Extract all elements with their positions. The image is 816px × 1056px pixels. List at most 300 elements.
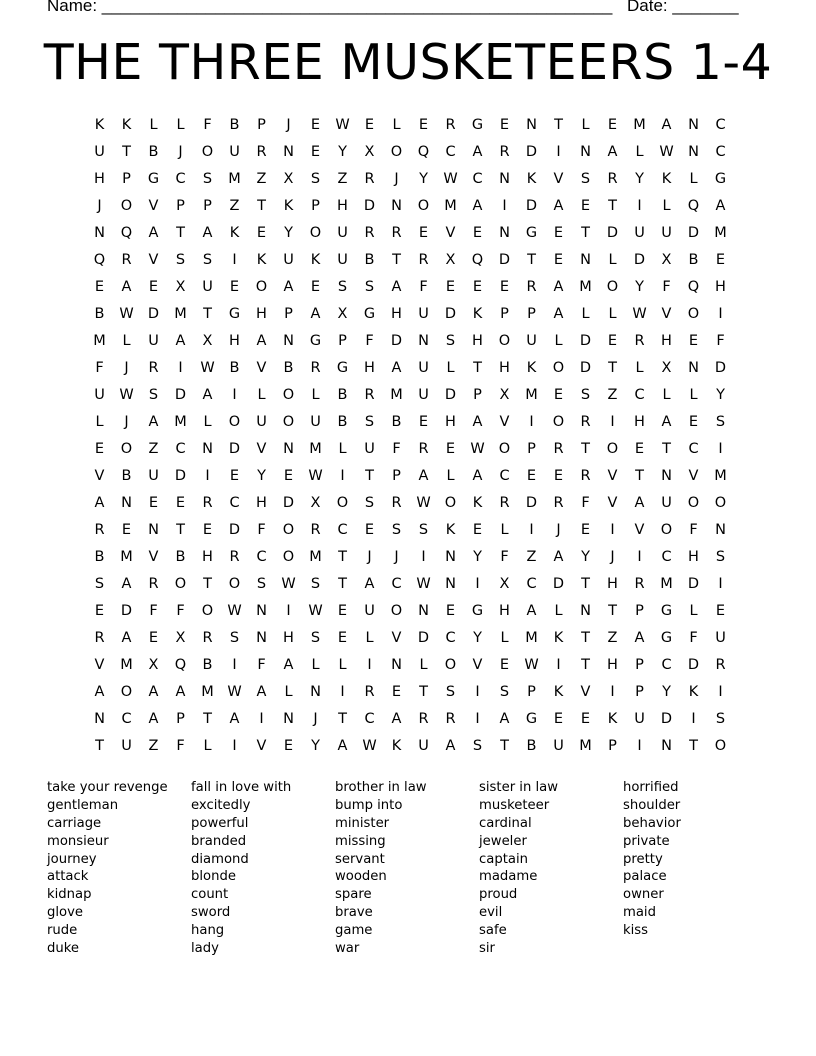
grid-letter: R <box>553 441 564 457</box>
grid-letter: H <box>715 279 726 295</box>
grid-letter: A <box>391 711 402 727</box>
grid-letter: P <box>635 684 644 700</box>
grid-letter: I <box>232 252 237 268</box>
grid-letter: C <box>364 711 375 727</box>
grid-letter: N <box>715 522 726 538</box>
grid-letter: I <box>475 684 480 700</box>
grid-letter: V <box>607 468 618 484</box>
grid-letter: F <box>662 279 671 295</box>
grid-letter: A <box>94 684 105 700</box>
grid-letter: A <box>391 360 402 376</box>
grid-letter: E <box>148 495 159 511</box>
grid-letter: M <box>120 549 133 565</box>
grid-letter: E <box>607 117 618 133</box>
grid-letter: J <box>394 171 399 187</box>
grid-letter: N <box>121 495 132 511</box>
grid-letter: E <box>256 225 267 241</box>
grid-letter: N <box>580 252 591 268</box>
grid-letter: Z <box>148 441 159 457</box>
grid-letter: S <box>337 279 348 295</box>
grid-letter: A <box>283 657 294 673</box>
grid-letter: P <box>284 306 293 322</box>
grid-letter: M <box>174 306 187 322</box>
grid-letter: K <box>553 630 564 646</box>
grid-letter: N <box>283 441 294 457</box>
grid-letter: I <box>718 306 723 322</box>
grid-letter: A <box>553 198 564 214</box>
grid-letter: U <box>553 738 564 754</box>
grid-letter: N <box>445 549 456 565</box>
grid-letter: G <box>660 603 673 619</box>
grid-letter: G <box>363 306 376 322</box>
grid-letter: E <box>310 117 321 133</box>
grid-letter: V <box>391 630 402 646</box>
grid-letter: E <box>499 279 510 295</box>
grid-letter: D <box>606 225 619 241</box>
date-field-label: Date: _______ <box>627 0 739 15</box>
grid-letter: B <box>337 387 348 403</box>
grid-letter: L <box>635 360 644 376</box>
grid-letter: T <box>365 468 374 484</box>
word-bank-item: kiss <box>623 923 649 939</box>
grid-letter: G <box>525 711 538 727</box>
grid-letter: I <box>691 711 696 727</box>
grid-letter: I <box>556 657 561 673</box>
grid-letter: G <box>525 225 538 241</box>
grid-letter: Q <box>417 144 430 160</box>
grid-letter: E <box>472 279 483 295</box>
grid-letter: W <box>524 657 539 673</box>
grid-letter: A <box>553 279 564 295</box>
grid-letter: N <box>661 468 672 484</box>
grid-letter: T <box>500 738 509 754</box>
grid-letter: T <box>176 522 185 538</box>
grid-letter: B <box>121 468 132 484</box>
grid-letter: F <box>689 630 698 646</box>
grid-letter: F <box>365 333 374 349</box>
grid-letter: A <box>256 684 267 700</box>
word-bank-item: branded <box>191 833 247 849</box>
grid-letter: I <box>286 603 291 619</box>
grid-letter: A <box>715 198 726 214</box>
grid-letter: I <box>529 414 534 430</box>
grid-letter: X <box>283 171 294 187</box>
grid-letter: I <box>718 684 723 700</box>
word-bank-item: lady <box>191 941 219 957</box>
grid-letter: U <box>94 144 105 160</box>
grid-letter: O <box>174 576 187 592</box>
grid-letter: U <box>202 279 213 295</box>
grid-letter: E <box>418 414 429 430</box>
word-bank-item: sister in law <box>479 780 559 795</box>
grid-letter: P <box>203 198 212 214</box>
grid-letter: S <box>580 387 591 403</box>
grid-row <box>86 222 734 249</box>
grid-letter: A <box>175 684 186 700</box>
grid-letter: Z <box>148 738 159 754</box>
grid-row <box>86 546 734 573</box>
word-bank-item: missing <box>335 833 386 849</box>
grid-letter: L <box>338 441 347 457</box>
grid-letter: J <box>556 522 561 538</box>
grid-letter: G <box>471 603 484 619</box>
grid-letter: N <box>688 144 699 160</box>
grid-letter: S <box>364 414 375 430</box>
grid-letter: R <box>418 441 429 457</box>
grid-letter: S <box>445 684 456 700</box>
word-bank-item: proud <box>479 887 518 903</box>
grid-letter: K <box>472 495 483 511</box>
grid-letter: Y <box>716 387 725 403</box>
grid-letter: Z <box>337 171 348 187</box>
grid-letter: H <box>256 495 267 511</box>
grid-letter: M <box>174 414 187 430</box>
grid-row <box>86 195 734 222</box>
word-bank-item: cardinal <box>479 815 532 831</box>
grid-letter: E <box>553 252 564 268</box>
word-bank-item: safe <box>479 923 507 939</box>
grid-letter: P <box>311 198 320 214</box>
word-bank-item: attack <box>47 869 89 885</box>
grid-letter: E <box>499 657 510 673</box>
grid-letter: L <box>500 522 509 538</box>
grid-letter: E <box>715 603 726 619</box>
grid-letter: I <box>610 684 615 700</box>
grid-letter: G <box>147 171 160 187</box>
grid-letter: S <box>445 333 456 349</box>
grid-letter: H <box>472 333 483 349</box>
grid-letter: R <box>94 522 105 538</box>
grid-row <box>86 168 734 195</box>
grid-letter: Q <box>93 252 106 268</box>
grid-letter: W <box>308 603 323 619</box>
grid-letter: I <box>340 684 345 700</box>
grid-letter: X <box>499 387 510 403</box>
grid-letter: E <box>607 333 618 349</box>
grid-letter: L <box>203 738 212 754</box>
grid-letter: R <box>391 495 402 511</box>
word-bank-item: count <box>191 887 229 903</box>
word-bank-item: journey <box>47 851 97 867</box>
grid-letter: Y <box>257 468 266 484</box>
grid-letter: E <box>553 468 564 484</box>
grid-letter: S <box>310 576 321 592</box>
grid-letter: N <box>283 711 294 727</box>
grid-letter: F <box>203 117 212 133</box>
grid-letter: G <box>228 306 241 322</box>
grid-letter: N <box>526 117 537 133</box>
grid-letter: I <box>610 414 615 430</box>
grid-letter: X <box>310 495 321 511</box>
grid-letter: W <box>281 576 296 592</box>
grid-letter: X <box>175 630 186 646</box>
grid-letter: O <box>228 414 241 430</box>
grid-letter: I <box>475 576 480 592</box>
grid-letter: E <box>310 279 321 295</box>
word-bank-item: sword <box>191 905 231 921</box>
grid-letter: T <box>203 576 212 592</box>
grid-row <box>86 519 734 546</box>
grid-letter: X <box>445 252 456 268</box>
grid-letter: Y <box>338 144 347 160</box>
grid-letter: R <box>310 360 321 376</box>
grid-letter: C <box>634 387 645 403</box>
grid-letter: E <box>94 603 105 619</box>
grid-letter: B <box>688 252 699 268</box>
grid-letter: L <box>446 468 455 484</box>
grid-letter: D <box>174 468 187 484</box>
grid-letter: K <box>607 711 618 727</box>
grid-letter: W <box>227 684 242 700</box>
grid-letter: C <box>229 495 240 511</box>
grid-letter: H <box>337 198 348 214</box>
grid-letter: U <box>715 630 726 646</box>
grid-letter: U <box>418 738 429 754</box>
grid-letter: T <box>176 225 185 241</box>
grid-letter: D <box>687 576 700 592</box>
word-bank-item: spare <box>335 887 372 903</box>
grid-row <box>86 249 734 276</box>
grid-letter: M <box>201 684 214 700</box>
grid-letter: V <box>148 198 159 214</box>
grid-letter: H <box>364 360 375 376</box>
grid-letter: D <box>525 198 538 214</box>
grid-letter: E <box>526 468 537 484</box>
grid-letter: S <box>391 522 402 538</box>
grid-letter: M <box>525 630 538 646</box>
grid-letter: C <box>715 144 726 160</box>
grid-letter: A <box>553 306 564 322</box>
grid-letter: O <box>444 657 457 673</box>
grid-letter: N <box>283 333 294 349</box>
word-bank-item: carriage <box>47 815 102 831</box>
grid-letter: I <box>502 198 507 214</box>
grid-letter: E <box>445 441 456 457</box>
grid-letter: Z <box>607 630 618 646</box>
grid-letter: V <box>94 468 105 484</box>
grid-letter: H <box>229 333 240 349</box>
grid-row <box>86 600 734 627</box>
grid-letter: R <box>445 711 456 727</box>
grid-letter: F <box>257 657 266 673</box>
word-bank-item: excitedly <box>191 797 251 813</box>
grid-letter: R <box>148 360 159 376</box>
grid-letter: U <box>364 441 375 457</box>
grid-letter: L <box>689 171 698 187</box>
grid-letter: R <box>634 576 645 592</box>
grid-letter: T <box>581 441 590 457</box>
grid-letter: T <box>581 657 590 673</box>
grid-letter: E <box>391 684 402 700</box>
grid-letter: L <box>608 252 617 268</box>
grid-letter: M <box>714 468 727 484</box>
grid-letter: C <box>715 117 726 133</box>
grid-letter: M <box>390 387 403 403</box>
grid-letter: R <box>364 387 375 403</box>
grid-letter: V <box>607 495 618 511</box>
grid-letter: D <box>390 333 403 349</box>
grid-letter: L <box>257 387 266 403</box>
grid-letter: M <box>309 549 322 565</box>
grid-letter: H <box>634 414 645 430</box>
grid-letter: O <box>255 279 268 295</box>
grid-letter: E <box>580 711 591 727</box>
grid-letter: K <box>256 252 267 268</box>
grid-letter: M <box>660 576 673 592</box>
grid-letter: T <box>203 306 212 322</box>
grid-letter: O <box>120 441 133 457</box>
grid-letter: I <box>178 360 183 376</box>
grid-letter: S <box>499 684 510 700</box>
grid-letter: R <box>121 252 132 268</box>
grid-letter: A <box>148 225 159 241</box>
grid-letter: U <box>526 333 537 349</box>
grid-letter: H <box>256 306 267 322</box>
grid-letter: N <box>499 171 510 187</box>
word-bank <box>47 779 767 958</box>
grid-letter: L <box>554 603 563 619</box>
grid-letter: S <box>580 171 591 187</box>
grid-letter: A <box>445 738 456 754</box>
grid-letter: O <box>120 684 133 700</box>
grid-letter: O <box>714 738 727 754</box>
grid-letter: L <box>689 603 698 619</box>
grid-letter: F <box>176 603 185 619</box>
grid-letter: L <box>338 657 347 673</box>
grid-letter: L <box>446 360 455 376</box>
grid-letter: U <box>94 387 105 403</box>
grid-letter: P <box>527 306 536 322</box>
grid-letter: N <box>418 333 429 349</box>
word-bank-item: minister <box>335 815 390 831</box>
grid-letter: G <box>309 333 322 349</box>
grid-letter: L <box>689 387 698 403</box>
grid-letter: E <box>580 522 591 538</box>
grid-letter: E <box>580 198 591 214</box>
grid-letter: P <box>392 468 401 484</box>
grid-row <box>86 735 734 762</box>
grid-letter: B <box>391 414 402 430</box>
grid-letter: N <box>445 576 456 592</box>
grid-letter: F <box>95 360 104 376</box>
grid-letter: A <box>283 279 294 295</box>
page-title: THE THREE MUSKETEERS 1-4 <box>43 34 773 91</box>
grid-letter: X <box>148 657 159 673</box>
grid-letter: D <box>363 198 376 214</box>
grid-letter: O <box>282 387 295 403</box>
grid-letter: T <box>338 711 347 727</box>
grid-letter: S <box>364 495 375 511</box>
grid-letter: R <box>148 576 159 592</box>
grid-row <box>86 573 734 600</box>
grid-letter: G <box>660 630 673 646</box>
grid-letter: D <box>120 603 133 619</box>
grid-letter: C <box>391 576 402 592</box>
grid-letter: D <box>633 252 646 268</box>
grid-letter: F <box>716 333 725 349</box>
grid-letter: A <box>256 333 267 349</box>
grid-letter: W <box>200 360 215 376</box>
grid-letter: J <box>178 144 183 160</box>
grid-letter: P <box>527 684 536 700</box>
word-bank-item: owner <box>623 887 664 903</box>
grid-letter: O <box>390 144 403 160</box>
grid-letter: K <box>553 684 564 700</box>
grid-letter: M <box>579 279 592 295</box>
grid-letter: K <box>661 171 672 187</box>
grid-letter: E <box>202 522 213 538</box>
grid-letter: U <box>634 225 645 241</box>
grid-letter: N <box>580 603 591 619</box>
grid-letter: N <box>580 144 591 160</box>
grid-letter: B <box>229 117 240 133</box>
word-bank-item: brother in law <box>335 780 427 795</box>
grid-letter: F <box>500 549 509 565</box>
grid-letter: S <box>715 711 726 727</box>
grid-letter: B <box>283 360 294 376</box>
grid-letter: E <box>283 468 294 484</box>
grid-letter: C <box>688 441 699 457</box>
grid-letter: W <box>632 306 647 322</box>
grid-letter: P <box>500 306 509 322</box>
grid-letter: I <box>340 468 345 484</box>
grid-letter: T <box>527 252 536 268</box>
grid-letter: H <box>499 603 510 619</box>
grid-letter: E <box>364 522 375 538</box>
grid-letter: E <box>121 522 132 538</box>
grid-letter: B <box>148 144 159 160</box>
grid-letter: D <box>444 306 457 322</box>
grid-letter: K <box>229 225 240 241</box>
grid-letter: R <box>364 171 375 187</box>
grid-letter: P <box>176 711 185 727</box>
grid-letter: O <box>282 549 295 565</box>
grid-letter: S <box>148 387 159 403</box>
grid-letter: T <box>581 225 590 241</box>
grid-letter: A <box>661 117 672 133</box>
word-bank-item: hang <box>191 923 225 939</box>
grid-letter: I <box>367 657 372 673</box>
grid-letter: N <box>661 738 672 754</box>
grid-letter: I <box>637 198 642 214</box>
grid-letter: D <box>579 333 592 349</box>
grid-letter: A <box>121 630 132 646</box>
grid-letter: A <box>202 387 213 403</box>
grid-letter: C <box>499 468 510 484</box>
grid-letter: S <box>472 738 483 754</box>
grid-letter: L <box>176 117 185 133</box>
grid-letter: U <box>337 225 348 241</box>
grid-letter: C <box>121 711 132 727</box>
grid-letter: L <box>284 684 293 700</box>
grid-letter: V <box>148 252 159 268</box>
grid-letter: L <box>581 306 590 322</box>
word-bank-column <box>479 779 623 958</box>
grid-letter: M <box>444 198 457 214</box>
word-bank-item: madame <box>479 869 538 885</box>
word-bank-item: captain <box>479 851 528 867</box>
grid-letter: V <box>94 657 105 673</box>
header-line <box>47 0 747 20</box>
grid-row <box>86 654 734 681</box>
grid-letter: U <box>256 414 267 430</box>
grid-letter: O <box>660 522 673 538</box>
grid-letter: R <box>391 225 402 241</box>
grid-letter: N <box>94 225 105 241</box>
grid-letter: L <box>662 198 671 214</box>
grid-letter: I <box>232 657 237 673</box>
grid-letter: U <box>229 144 240 160</box>
